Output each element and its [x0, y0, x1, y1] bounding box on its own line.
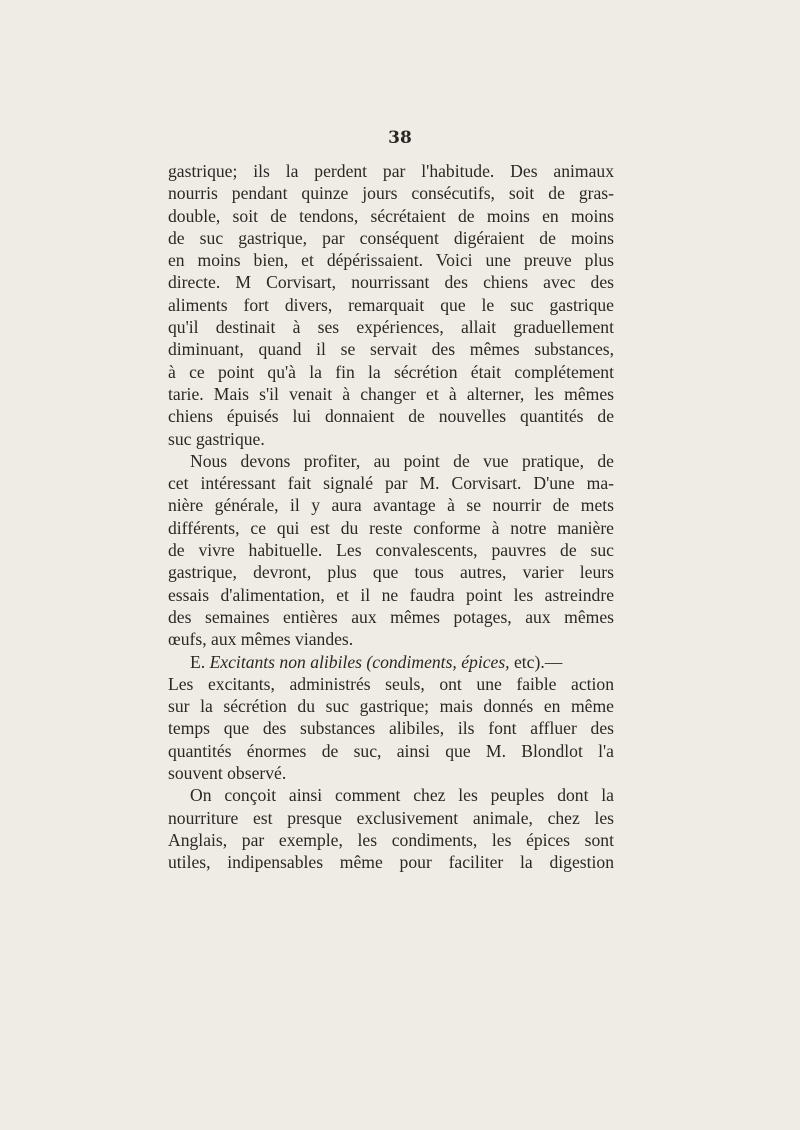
- text-line: temps que des substances alibiles, ils font affluer des: [168, 718, 614, 739]
- section-heading: Excitants non alibiles (condiments, épices,: [209, 651, 510, 672]
- text-line: nière générale, il y aura avantage à se nourrir de mets: [168, 495, 614, 516]
- text-line: aliments fort divers, remarquait que le suc gastrique: [168, 294, 614, 315]
- text-line: Les excitants, administrés seuls, ont une faible action: [168, 673, 614, 694]
- text-line: souvent observé.: [168, 763, 287, 784]
- text-line: directe. M Corvisart, nourrissant des chiens avec des: [168, 272, 614, 293]
- text-line: tarie. Mais s'il venait à changer et à alterner, les mêmes: [168, 383, 614, 404]
- text-line: nourris pendant quinze jours consécutifs, soit de gras-: [168, 183, 614, 204]
- section-heading-line: [168, 651, 614, 673]
- paragraph-3: [168, 651, 614, 785]
- text-line: cet intéressant fait signalé par M. Corvisart. D'une ma-: [168, 473, 614, 494]
- text-line: de vivre habituelle. Les convalescents, pauvres de suc: [168, 540, 614, 561]
- text-line: double, soit de tendons, sécrétaient de moins en moins: [168, 205, 614, 226]
- paragraph-1: [168, 160, 614, 450]
- text-line: qu'il destinait à ses expériences, allait graduellement: [168, 317, 614, 338]
- text-line: quantités énormes de suc, ainsi que M. Blondlot l'a: [168, 740, 614, 761]
- section-letter: E.: [190, 651, 206, 672]
- text-line: nourriture est presque exclusivement animale, chez les: [168, 807, 614, 828]
- text-line: gastrique; ils la perdent par l'habitude. Des animaux: [168, 161, 614, 181]
- paragraph-4: [168, 784, 614, 873]
- text-line: sur la sécrétion du suc gastrique; mais donnés en même: [168, 696, 614, 717]
- text-line: chiens épuisés lui donnaient de nouvelles quantités de: [168, 406, 614, 427]
- text-line: utiles, indipensables même pour faciliter la digestion: [168, 852, 614, 873]
- body-text: [168, 160, 614, 874]
- text-line: suc gastrique.: [168, 428, 265, 449]
- text-line: On conçoit ainsi comment chez les peuples dont la: [190, 785, 614, 806]
- text-line: diminuant, quand il se servait des mêmes substances,: [168, 339, 614, 360]
- page-number: 38: [388, 128, 412, 148]
- text-line: essais d'alimentation, et il ne faudra point les astreindre: [168, 584, 614, 605]
- text-line: Nous devons profiter, au point de vue pratique, de: [190, 450, 614, 471]
- text-line: des semaines entières aux mêmes potages, aux mêmes: [168, 606, 614, 627]
- text-line: différents, ce qui est du reste conforme à notre manière: [168, 517, 614, 538]
- text-line: œufs, aux mêmes viandes.: [168, 629, 354, 650]
- section-heading-suffix: etc).—: [513, 651, 563, 672]
- text-line: à ce point qu'à la fin la sécrétion était complétement: [168, 361, 614, 382]
- text-line: de suc gastrique, par conséquent digéraient de moins: [168, 227, 614, 248]
- text-line: en moins bien, et dépérissaient. Voici une preuve plus: [168, 250, 614, 271]
- text-line: gastrique, devront, plus que tous autres, varier leurs: [168, 562, 614, 583]
- text-line: Anglais, par exemple, les condiments, les épices sont: [168, 829, 614, 850]
- paragraph-2: [168, 450, 614, 651]
